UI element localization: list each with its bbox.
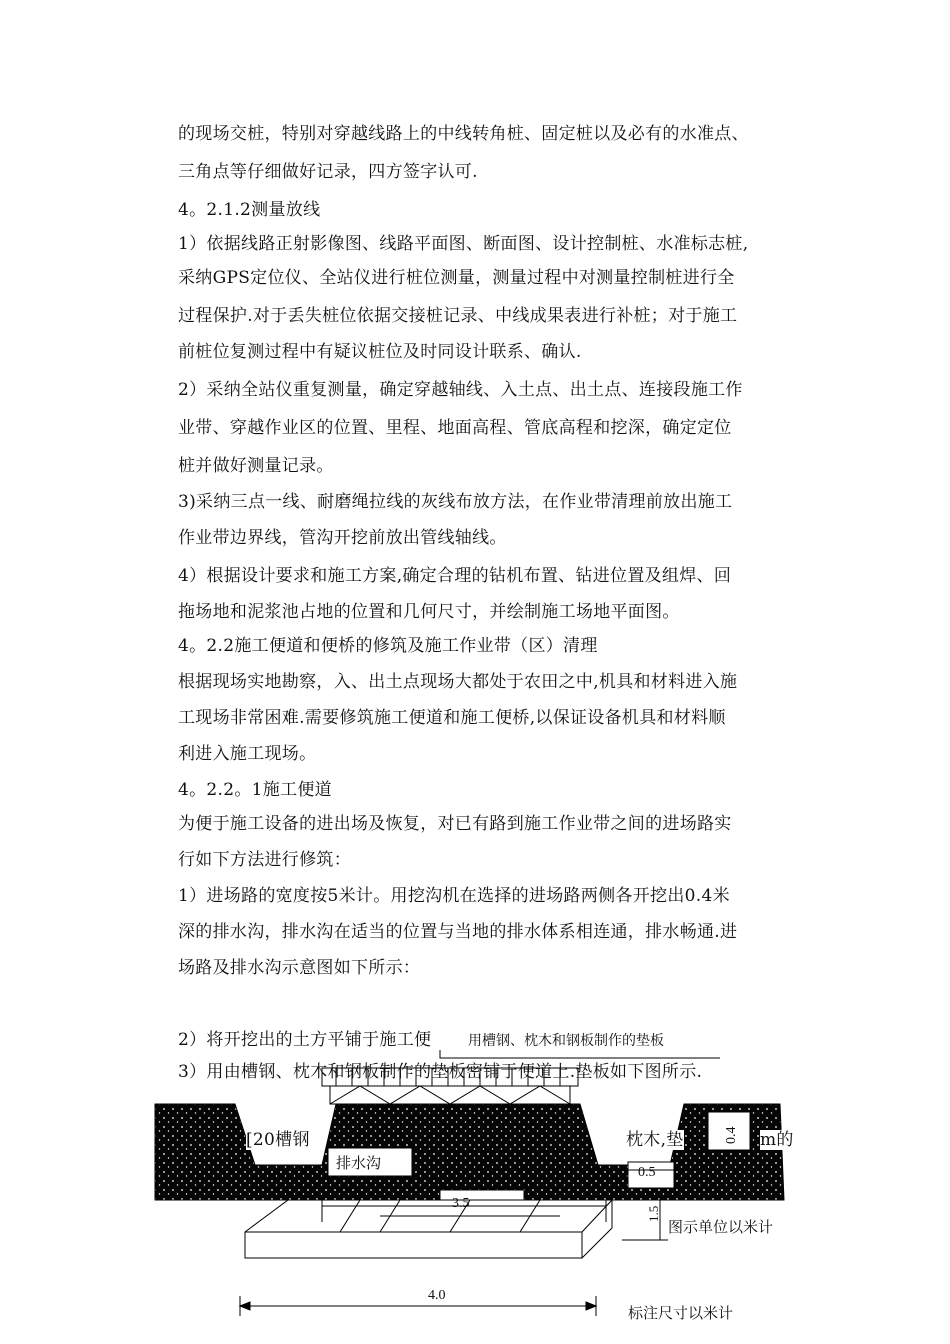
road-section-figure <box>155 1104 784 1210</box>
paragraph-line: 过程保护.对于丢失桩位依据交接桩记录、中线成果表进行补桩；对于施工 <box>178 306 738 326</box>
caption-bracket <box>440 1050 720 1058</box>
paragraph-line: 4。2.2。1施工便道 <box>178 780 332 800</box>
paragraph-line: 3)采纳三点一线、耐磨绳拉线的灰线布放方法，在作业带清理前放出施工 <box>178 492 733 512</box>
paragraph-fragment-sleeper: 枕木,垫 <box>626 1130 684 1150</box>
paragraph-line: 工现场非常困难.需要修筑施工便道和施工便桥,以保证设备机具和材料顺 <box>178 708 726 728</box>
paragraph-line: 业带、穿越作业区的位置、里程、地面高程、管底高程和挖深，确定定位 <box>178 418 732 438</box>
paragraph-line: 4。2.1.2测量放线 <box>178 200 321 220</box>
paragraph-line: 4）根据设计要求和施工方案,确定合理的钻机布置、钻进位置及组焊、回 <box>178 566 732 586</box>
paragraph-line: 4。2.2施工便道和便桥的修筑及施工作业带（区）清理 <box>178 636 598 656</box>
paragraph-line: 1）依据线路正射影像图、线路平面图、断面图、设计控制桩、水准标志桩, <box>178 234 749 254</box>
paragraph-line: 作业带边界线，管沟开挖前放出管线轴线。 <box>178 528 507 548</box>
paragraph-line: 场路及排水沟示意图如下所示： <box>178 958 421 978</box>
base-plate-outline <box>245 1200 612 1258</box>
dim-label-15: 1.5 <box>646 1205 661 1222</box>
paragraph-line: 1）进场路的宽度按5米计。用挖沟机在选择的进场路两侧各开挖出0.4米 <box>178 886 730 906</box>
dim-label-05: 0.5 <box>638 1165 656 1180</box>
paragraph-line: 行如下方法进行修筑： <box>178 850 351 870</box>
soil-mass <box>155 1104 784 1200</box>
plate-caption: 用槽钢、枕木和钢板制作的垫板 <box>468 1030 664 1050</box>
paragraph-line: 利进入施工现场。 <box>178 744 317 764</box>
paragraph-line: 采纳GPS定位仪、全站仪进行桩位测量，测量过程中对测量控制桩进行全 <box>178 268 735 288</box>
dim-label-04: 0.4 <box>724 1126 739 1144</box>
paragraph-fragment-channel: [20槽钢 <box>246 1130 310 1150</box>
paragraph-step-3: 3）用由槽钢、枕木和钢板制作的垫板密铺于便道上.垫板如下图所示. <box>178 1062 703 1082</box>
paragraph-line: 桩并做好测量记录。 <box>178 456 334 476</box>
paragraph-line: 为便于施工设备的进出场及恢复，对已有路到施工作业带之间的进场路实 <box>178 814 732 834</box>
paragraph-line: 的现场交桩，特别对穿越线路上的中线转角桩、固定桩以及必有的水准点、 <box>178 124 749 144</box>
paragraph-line: 前桩位复测过程中有疑议桩位及时同设计联系、确认. <box>178 342 582 362</box>
base-plate-figure <box>240 1196 668 1316</box>
paragraph-step-2: 2）将开挖出的土方平铺于施工便 <box>178 1030 432 1050</box>
paragraph-line: 拖场地和泥浆池占地的位置和几何尺寸，并绘制施工场地平面图。 <box>178 602 680 622</box>
unit-note-2: 标注尺寸以米计 <box>628 1304 734 1322</box>
ditch-label: 排水沟 <box>336 1154 382 1172</box>
paragraph-line: 深的排水沟，排水沟在适当的位置与当地的排水体系相连通，排水畅通.进 <box>178 922 738 942</box>
plate-trusses <box>330 1086 570 1104</box>
paragraph-line: 2）采纳全站仪重复测量，确定穿越轴线、入土点、出土点、连接段施工作 <box>178 380 743 400</box>
unit-note-1: 图示单位以米计 <box>668 1218 774 1236</box>
paragraph-line: 根据现场实地勘察，入、出土点现场大都处于农田之中,机具和材料进入施 <box>178 672 738 692</box>
paragraph-fragment-end: m的 <box>760 1130 794 1150</box>
dim-label-40: 4.0 <box>428 1288 446 1303</box>
dim-label-35: 3.5 <box>452 1196 470 1211</box>
paragraph-line: 三角点等仔细做好记录，四方签字认可. <box>178 162 478 182</box>
